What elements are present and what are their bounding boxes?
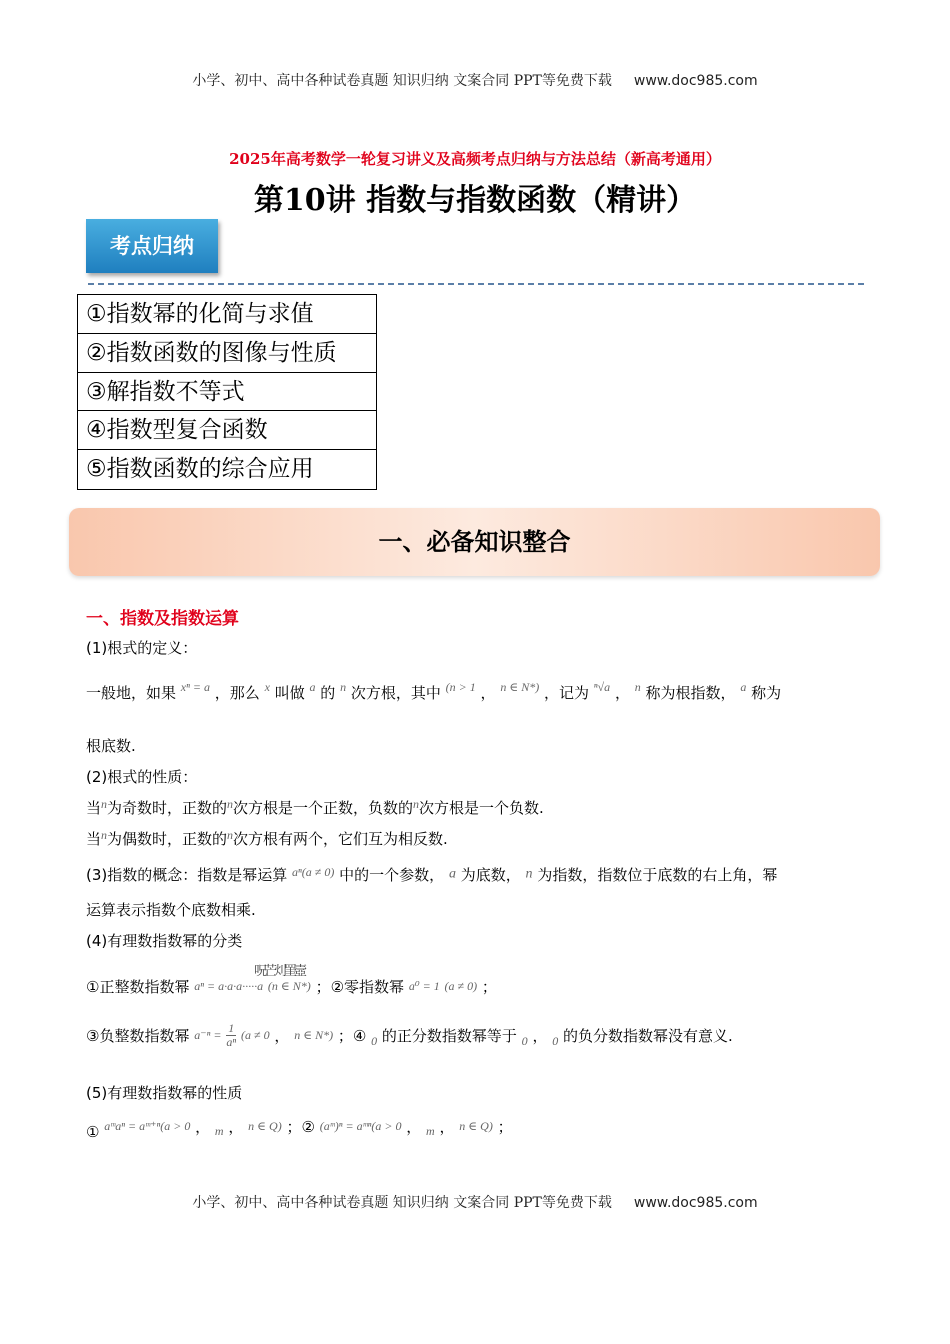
root-prop-even (86, 828, 448, 849)
text: ， (274, 1027, 290, 1045)
text: ， (532, 1027, 548, 1045)
text: ①正整数指数幂 (86, 978, 190, 996)
text: ， (195, 1118, 211, 1136)
math-formula: (n > 1 (445, 680, 476, 694)
math-formula: a⁻ⁿ = (194, 1028, 222, 1042)
text: ， (228, 1118, 244, 1136)
fraction-numerator: 1 (228, 1021, 235, 1035)
math-formula: n (413, 797, 420, 811)
kaodian-item: ③解指数不等式 (78, 373, 376, 412)
kaodian-item: ②指数函数的图像与性质 (78, 334, 376, 373)
math-formula: aᵐaⁿ = aᵐ⁺ⁿ(a > 0 (104, 1119, 191, 1133)
text: 为底数， (460, 866, 521, 884)
kaodian-item: ①指数幂的化简与求值 (78, 295, 376, 334)
math-formula: n (101, 797, 108, 811)
math-formula: n (101, 828, 108, 842)
footer-text: 小学、初中、高中各种试卷真题 知识归纳 文案合同 PPT等免费下载 (192, 1195, 612, 1211)
math-formula: n ∈ Q) (459, 1119, 493, 1133)
fraction (226, 1022, 236, 1049)
text: ； (497, 1118, 513, 1136)
text: 称为 (751, 684, 782, 702)
math-formula: 0 (552, 1034, 559, 1048)
text: ③负整数指数幂 (86, 1027, 190, 1045)
kaodian-badge: 考点归纳 (86, 219, 218, 273)
text: 叫做 (274, 684, 305, 702)
math-formula: n ∈ N*) (294, 1028, 334, 1042)
text: 称为根指数， (645, 684, 736, 702)
text: ， (480, 684, 496, 702)
math-formula: m (426, 1124, 435, 1138)
header-text: 小学、初中、高中各种试卷真题 知识归纳 文案合同 PPT等免费下载 (192, 73, 612, 89)
math-formula: x (264, 680, 270, 694)
text: (3)指数的概念：指数是幂运算 (86, 866, 288, 884)
properties-heading: (5)有理数指数幂的性质 (86, 1084, 243, 1102)
text: 一般地，如果 (86, 684, 177, 702)
text: 为偶数时，正数的 (107, 830, 228, 848)
math-formula: a (309, 680, 316, 694)
garbled-overlay-text: 呪芒灲罣壼 (254, 964, 305, 979)
text: ， (406, 1118, 422, 1136)
text: 当 (86, 799, 102, 817)
text: 当 (86, 830, 102, 848)
math-formula: n ∈ Q) (248, 1119, 282, 1133)
math-formula: n (340, 680, 347, 694)
root-def-continued: 根底数. (86, 737, 136, 755)
properties-line-1 (86, 1116, 513, 1141)
document-title: 第10讲 指数与指数函数（精讲） (253, 183, 697, 218)
text: ； (481, 978, 497, 996)
text: 的正分数指数幂等于 (381, 1027, 517, 1045)
text: 中的一个参数， (339, 866, 445, 884)
text: ① (86, 1123, 100, 1141)
math-formula: n (634, 680, 641, 694)
text: ， (439, 1118, 455, 1136)
math-formula: (aᵐ)ⁿ = aᵐⁿ(a > 0 (319, 1119, 402, 1133)
math-formula: a (740, 680, 747, 694)
math-formula: n (227, 797, 234, 811)
root-def-heading: (1)根式的定义： (86, 639, 198, 657)
header-url[interactable]: www.doc985.com (633, 73, 758, 89)
document-subtitle: 2025年高考数学一轮复习讲义及高频考点归纳与方法总结（新高考通用） (229, 150, 721, 168)
text: 次方根是一个负数. (419, 799, 544, 817)
section-heading: 一、指数及指数运算 (86, 609, 239, 629)
math-formula: (n ∈ N*) (267, 979, 311, 993)
math-formula: xⁿ = a (180, 680, 210, 694)
math-formula: a⁰ = 1 (408, 979, 440, 993)
text: 次方根有两个，它们互为相反数. (233, 830, 448, 848)
math-formula: ⁿ√a (593, 680, 611, 694)
text: ，那么 (214, 684, 260, 702)
math-formula: 0 (371, 1034, 378, 1048)
text: ；② (286, 1118, 315, 1136)
section-banner: 一、必备知识整合 (69, 508, 880, 576)
text: ，记为 (543, 684, 589, 702)
math-formula: n ∈ N*) (500, 680, 540, 694)
math-formula: m (214, 1124, 224, 1138)
text: 次方根，其中 (350, 684, 441, 702)
kaodian-table (77, 294, 377, 490)
text: 为指数，指数位于底数的右上角，幂 (537, 866, 778, 884)
text: 为奇数时，正数的 (107, 799, 228, 817)
text: ， (614, 684, 630, 702)
kaodian-item: ⑤指数函数的综合应用 (86, 456, 314, 483)
math-formula: a (448, 866, 456, 882)
fraction-denominator: aⁿ (226, 1035, 237, 1049)
root-def-line (86, 680, 781, 703)
math-formula: aⁿ(a ≠ 0) (292, 865, 335, 879)
math-formula: (a ≠ 0) (444, 979, 478, 993)
dashed-divider (88, 283, 864, 285)
text: 的负分数指数幂没有意义. (563, 1027, 733, 1045)
text: ；④ (337, 1027, 367, 1045)
page-header (0, 70, 950, 90)
exp-concept-continued: 运算表示指数个底数相乘. (86, 901, 256, 919)
math-formula: 0 (521, 1034, 528, 1048)
classify-line-2 (86, 1022, 733, 1049)
root-prop-heading: (2)根式的性质： (86, 768, 198, 786)
math-formula: n (227, 828, 234, 842)
text: ；②零指数幂 (315, 978, 405, 996)
footer-url[interactable]: www.doc985.com (633, 1195, 758, 1211)
kaodian-item: ④指数型复合函数 (78, 411, 376, 450)
classify-heading: (4)有理数指数幂的分类 (86, 932, 243, 950)
text: 的 (320, 684, 336, 702)
math-formula: aⁿ = a·a·a·····a (194, 979, 264, 993)
classify-line-1 (86, 976, 497, 997)
math-formula: (a ≠ 0 (241, 1028, 270, 1042)
text: 次方根是一个正数，负数的 (233, 799, 414, 817)
page-footer (0, 1192, 950, 1212)
math-formula: n (525, 866, 533, 882)
root-prop-odd (86, 797, 544, 818)
exp-concept-line (86, 864, 777, 885)
